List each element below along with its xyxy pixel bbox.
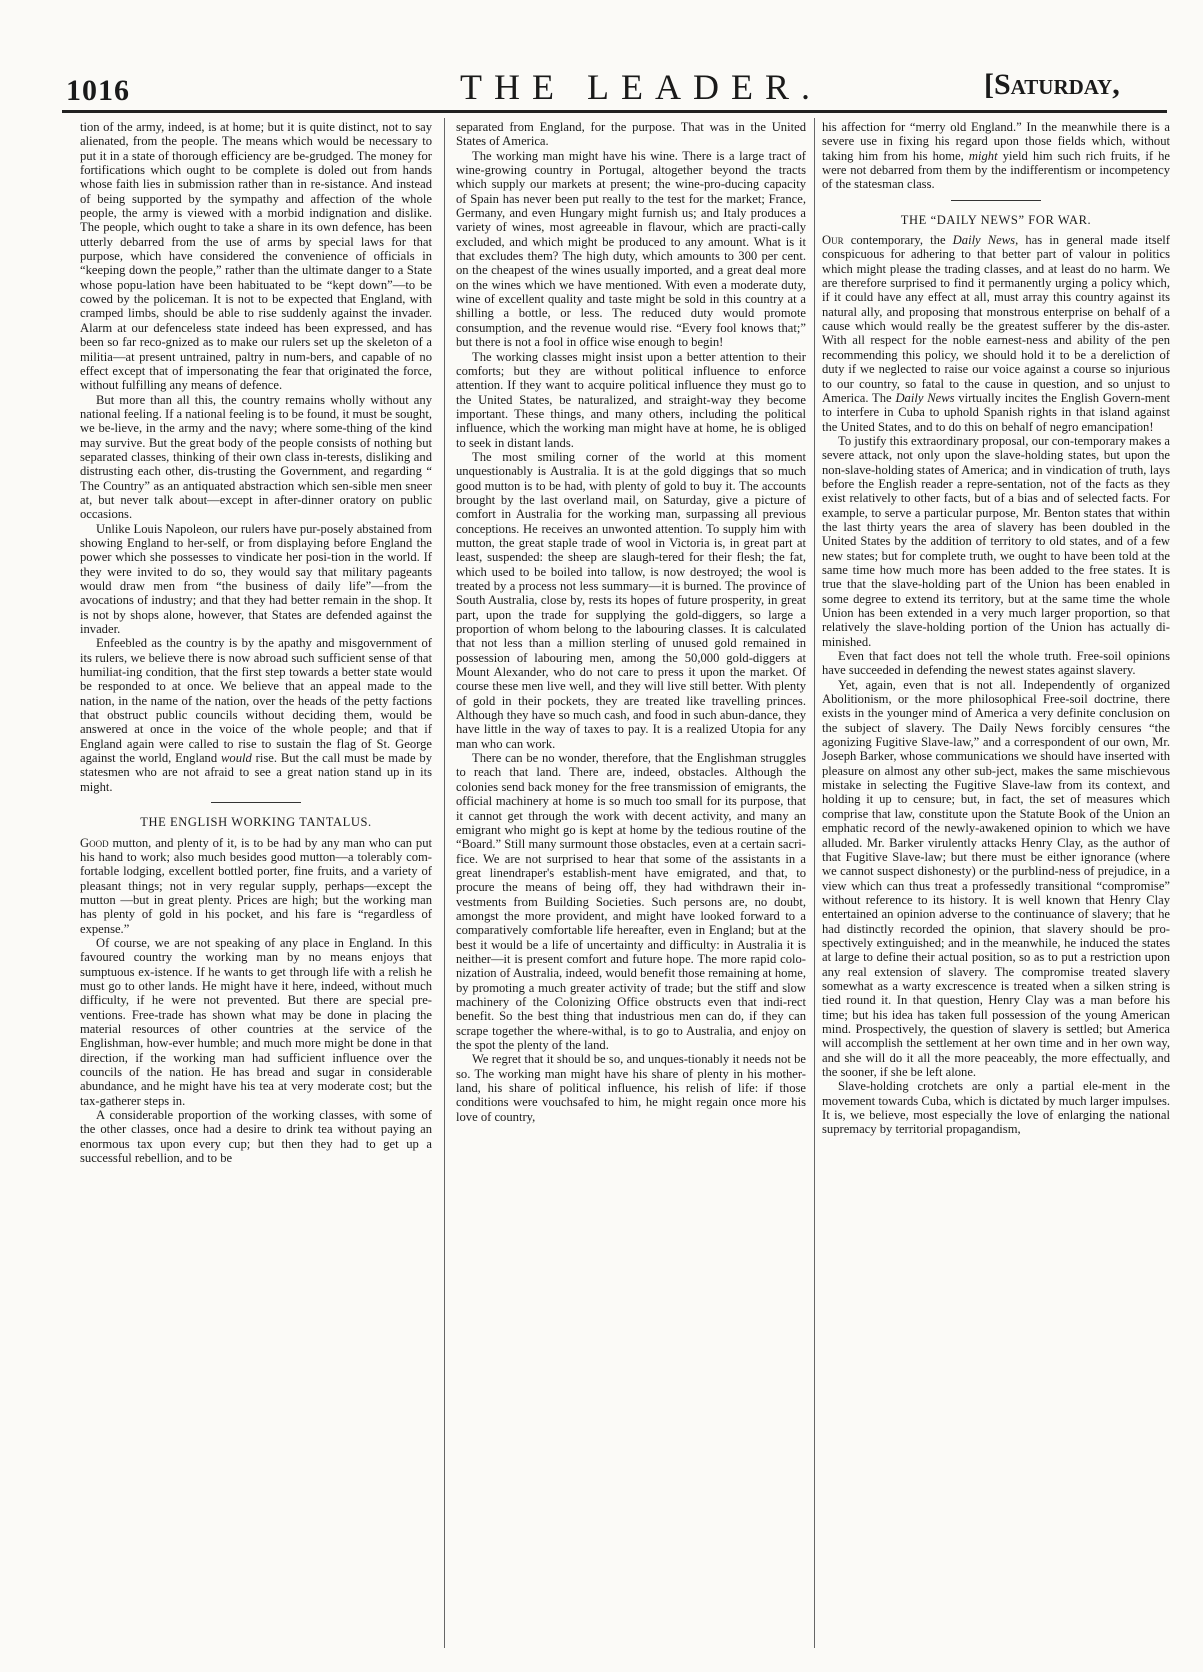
- text-run: , has in general made itself conspicuous for adhering to that better part of valour in politics which might please the trading classes, and at least do no harm. We are therefore surprised to find it permanently urging a policy which, if it could have any effect at all, must array this country against its natural ally, and proposing that monstrous enterprise on behalf of a cause which would really be the greatest sufferer by the dis-aster. With all respect for the noble earnest-ness and ability of the pen recommending this policy, we should hold it to be a dereliction of duty if we neglected to raise our voice against a course so injurious to our country, so fatal to the cause in question, and so unjust to America. The: [822, 233, 1170, 405]
- paragraph: To justify this extraordinary proposal, our con-temporary makes a severe attack, not only upon the slave-holding states, but upon the non-slave-holding states of America; and in vindication of truth, lays before the English reader a repre-sentation, not of the facts as they exist relatively to other facts, but of a bias and of selected facts. For example, to serve a particular purpose, Mr. Benton states that within the last thirty years the area of slavery has been doubled in the United States by the addition of territory to old states, and of a few new states; but for complete truth, we ought to have been told at the same time how much more has been added to the free states. It is true that the slave-holding part of the Union has been enabled in some degree to extend its territory, but at the same time the whole Union has been extended in a very much larger proportion, so that relatively the slave-holding portion of the Union has actually di-minished.: [822, 433, 1170, 649]
- column-3: [822, 120, 1170, 1137]
- paragraph: But more than all this, the country remains wholly without any national feeling. If a national feeling is to be found, it must be sought, we be-lieve, in the army and the navy; where some-thing of the kind may survive. But the great body of the people consists of nothing but separated classes, thinking of their own class in-terests, disliking and distrusting each other, dis-trusting the Government, and regarding “ The Country” as an antiquated abstraction which sen-sible men sneer at, but never talk about—except in after-dinner oratory on public occasions.: [80, 392, 432, 522]
- column-rule: [444, 118, 445, 1648]
- article-heading: THE ENGLISH WORKING TANTALUS.: [140, 815, 372, 830]
- emphasis: might: [968, 148, 998, 163]
- emphasis: would: [221, 751, 252, 766]
- header-rule: [62, 110, 1167, 113]
- paragraph: Unlike Louis Napoleon, our rulers have pur-posely abstained from showing England to her-self, or from displaying before England the power which she possesses to vindicate her posi-tion in the world. If they were invited to do so, they would say that military pageants would draw men from “the business of daily life”—from the avocations of industry; and that they had better remain in the shop. It is not by shops alone, however, that States are defended against the invader.: [80, 521, 432, 637]
- paragraph: Slave-holding crotchets are only a partial ele-ment in the movement towards Cuba, which is dictated by much larger impulses. It is, we believe, most especially the love of enlarging the national supremacy by territorial propagandism,: [822, 1079, 1170, 1137]
- text-run: his affection for “merry old England.” In the meanwhile there is a severe use in fixing his regard upon those fields which, without taking him from his home,: [822, 120, 1170, 163]
- paragraph: separated from England, for the purpose. That was in the United States of America.: [456, 120, 806, 149]
- paragraph: The working classes might insist upon a better attention to their comforts; but they are without political influence to enforce attention. If they want to acquire political influence they must go to the United States, be naturalized, and straight-way they become important. These things, and many others, including the political influence, which the working man might have at home, he is obliged to seek in distant lands.: [456, 349, 806, 450]
- paragraph: There can be no wonder, therefore, that the Englishman struggles to reach that land. There are, indeed, obstacles. Although the colonies send back money for the free transmission of emigrants, the official machinery at home is so much too small for its purpose, that it cannot get through the work with decent activity, and many an emigrant who might go is kept at home by the tedious routine of the “Board.” Still many surmount those obstacles, even at a certain sacri-fice. We are not surprised to hear that some of the assistants in a great linendraper's establish-ment have emigrated, and that, to procure the means of being off, they had withdrawn their in-vestments from Building Societies. Such persons are, no doubt, amongst the more provident, and might have looked forward to a comparatively comfortable life hereafter, even in England; but at the best it would be a life of uncertainty and difficulty: in Australia it is neither—it is present comfort and future hope. The more rapid colo-nization of Australia, indeed, would benefit those remaining at home, by promoting a much greater activity of trade; but the stiff and slow machinery of the Colonizing Office obstructs even that indi-rect benefit. So the best thing that industrious men can do, if they can scrape together the where-withal, is to go to Australia, and enjoy on the spot the plenty of the land.: [456, 751, 806, 1052]
- section-rule: [951, 200, 1041, 201]
- dateline: [Saturday,: [984, 68, 1120, 101]
- paragraph: The working man might have his wine. There is a large tract of wine-growing country in Portugal, altogether beyond the tracts which supply our markets at present; the wine-pro-ducing capacity of Spain has never been put really to the test for the market; France, Germany, and even Hungary might furnish us; and Italy produces a variety of wines, most agreeable in flavour, which are practi-cally excluded, and which might be produced to any amount. What is it that excludes them? The high duty, which amounts to 300 per cent. on the cheapest of the wines usually imported, and a great deal more on the wines which we have mentioned. With even a moderate duty, wine of excellent quality and taste might be sold in this country at a shilling a bottle, or less. The reduced duty would promote consumption, and the revenue would rise. “Every fool knows that;” but there is not a fool in office wise enough to begin!: [456, 148, 806, 350]
- text-run: mutton, and plenty of it, is to be had by any man who can put his hand to work; also much besides good mutton—a tolerably com-fortable lodging, excellent bottled porter, fine fruits, and a variety of pleasant things; not in very regular supply, perhaps—except the mutton —but in great plenty. Prices are high; but the working man has plenty of gold in his pocket, and his fare is “regardless of expense.”: [80, 835, 432, 936]
- text-run: yield him such rich fruits, if he were not debarred from them by the indifferentism or incompetency of the statesman class.: [822, 148, 1170, 192]
- emphasis: Daily News: [952, 233, 1016, 248]
- column-2: [456, 120, 806, 1124]
- paragraph: [80, 836, 432, 936]
- text-run: virtually incites the English Govern-ment to interfere in Cuba to uphold Spanish rights in that island against the United States, and to do this on behalf of negro emancipation!: [822, 390, 1170, 434]
- paragraph: [822, 233, 1170, 434]
- column-rule: [814, 118, 815, 1648]
- section-rule: [211, 802, 301, 803]
- paragraph: Yet, again, even that is not all. Independently of organized Abolitionism, or the more philosophical Free-soil doctrine, there exists in the younger mind of America a very definite conclusion on the subject of slavery. The Daily News forcibly censures “the agonizing Fugitive Slave-law,” and a correspondent of our own, Mr. Joseph Barker, whose communications we should have inserted with pleasure on almost any other sub-ject, makes the same mischievous mistake in selecting the Fugitive Slave-law from its context, and holding it up to censure; but, in fact, the set of measures which comprise that law, constitute upon the Statute Book of the Union an emphatic record of the newly-awakened opinion to which we have alluded. Mr. Barker virulently attacks Henry Clay, as the author of that Fugitive Slave-law; but there must be either ignorance (where we cannot suspect dishonesty) or the purblind-ness of prejudice, in a view which can thus treat a professedly transitional “compromise” without reference to its history. It is well known that Henry Clay entertained an opinion adverse to the continuance of slavery; that he had distinctly recorded the opinion, that slavery should be pro-spectively extinguished; and in the meanwhile, he induced the states at large to define their actual position, so as to put a restriction upon any real extension of slavery. The compromise treated slavery somewhat as a warty excrescence is treated when a silken string is tied round it. In that question, Henry Clay was a man before his time; but his idea has taken full possession of the young American mind. Prospectively, the question of slavery is settled; but America will accomplish the settlement at her own time and in her own way, and she will do it all the more peaceably, the more effectually, and the sooner, if she be left alone.: [822, 677, 1170, 1079]
- paragraph: Of course, we are not speaking of any place in England. In this favoured country the working man by no means enjoys that sumptuous ex-istence. If he wants to get through life with a relish he must go to other lands. He might have it here, indeed, without much difficulty, if he were not prevented. But there are special pre-ventions. Free-trade has shown what may be done in placing the material resources of other countries at the service of the Englishman, how-ever humble; and much more might be done in that direction, if the working man had sufficient influence over the councils of the nation. He has bread and sugar in considerable abundance, and he might have his tea at very moderate cost; but the tax-gatherer steps in.: [80, 935, 432, 1108]
- paragraph: Even that fact does not tell the whole truth. Free-soil opinions have succeeded in defending the newest states against slavery.: [822, 649, 1170, 678]
- text-run: rise. But the call must be made by statesmen who are not afraid to see a great nation stand up in its might.: [80, 751, 432, 794]
- paragraph: The most smiling corner of the world at this moment unquestionably is Australia. It is at the gold diggings that so much good mutton is to be had, with plenty of gold to buy it. The accounts brought by the last overland mail, on Saturday, give a picture of comfort in Australia for the working man, surpassing all previous conceptions. He receives an unwonted attention. To supply him with mutton, the great staple trade of wool in Victoria is, in great part at least, suspended: the sheep are slaugh-tered for their flesh; the fat, which used to be boiled into tallow, is now destroyed; the wool is treated by a process not less summary—it is burned. The province of South Australia, close by, rests its hopes of future prosperity, in great part, upon the trade for supplying the gold-diggers, so large a proportion of whom belong to the labouring classes. It is calculated that not less than a million sterling of unused gold remained in possession of labouring men, among the 50,000 gold-diggers at Mount Alexander, who do not care to press it upon the market. Of course these men live well, and they will live still better. With plenty of gold in their pockets, they are treated like travelling princes. Although they have so much cash, and food in such abun-dance, they have little in the way of taxes to pay. It is a realized Utopia for any man who can work.: [456, 449, 806, 751]
- article-heading: THE “DAILY NEWS” FOR WAR.: [900, 212, 1092, 227]
- text-run: Enfeebled as the country is by the apathy and misgovernment of its rulers, we believe there is now abroad such sufficient sense of that humiliat-ing condition, that the first step towards a better state would be responded to at once. We believe that an appeal made to the nation, in the name of the nation, over the heads of the petty factions that obstruct public councils without deciding them, would be answered at once in the voice of the whole people; and that if England again were called to rise to sustain the flag of St. George against the world, England: [80, 636, 432, 766]
- page-number: 1016: [66, 74, 130, 107]
- paragraph: [822, 120, 1170, 192]
- lead-word: Our: [822, 233, 844, 248]
- paragraph: We regret that it should be so, and unques-tionably it needs not be so. The working man might have his share of plenty in his mother-land, his share of political influence, his relish of life: if those conditions were vouchsafed to him, he might regain once more his love of country,: [456, 1052, 806, 1124]
- paragraph: A considerable proportion of the working classes, with some of the other classes, once had a desire to drink tea without paying an enormous tax upon every cup; but then they had to get up a successful rebellion, and to be: [80, 1108, 432, 1166]
- masthead: THE LEADER.: [460, 67, 822, 107]
- paragraph: [80, 636, 432, 794]
- emphasis: Daily News: [895, 390, 955, 405]
- lead-word: Good: [80, 835, 109, 850]
- text-run: contemporary, the: [843, 233, 953, 248]
- paragraph: tion of the army, indeed, is at home; but it is quite distinct, not to say alienated, from the people. The means which would be necessary to put it in a state of thorough efficiency are be-grudged. The money for fortifications which ought to be complete is doled out from hands whose faith lies in submission rather than in re-sistance. And instead of being supported by the sympathy and affection of the whole people, the army is viewed with a morbid indignation and dislike. The people, which ought to take a share in its own defence, has been utterly debarred from the use of arms by special laws for that purpose, which have considered the convenience of officials in “keeping down the people,” rather than the ultimate danger to a State whose popu-lation have been habituated to be “kept down”—to be cowed by the policeman. It is not to be expected that England, with cramped limbs, should be able to rise suddenly against the invader. Alarm at our defenceless state indeed has been expressed, and has been so far reco-gnized as to make our rulers set up the skeleton of a militia—at present untrained, paltry in num-bers, and capable of no effect except that of impersonating the fear that originated the force, without fulfilling any means of defence.: [80, 120, 432, 393]
- column-1: [80, 120, 432, 1165]
